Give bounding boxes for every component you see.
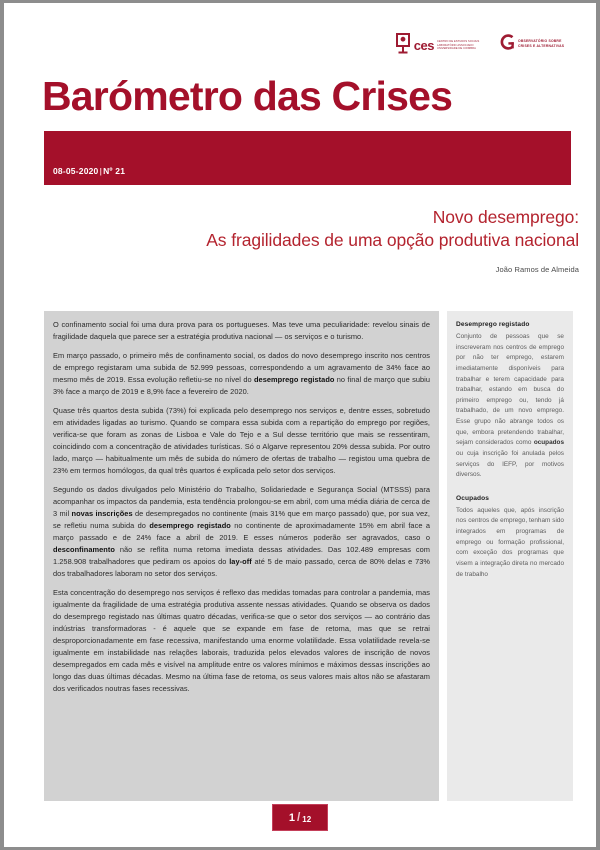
masthead-title: Barómetro das Crises [42,73,453,119]
glossary-definition: Conjunto de pessoas que se inscreveram nos centros de emprego por não ter emprego, estarem imediatamente disponíveis para trabalhar e terem capacidade para trabalhar, estando em busca do primeiro emprego ou, tendo já trabalhado, de um novo emprego. Esse grupo não abrange todos os que, embora pretendendo trabalhar, sejam considerados como ocupados ou cuja inscrição foi anulada pelos serviços do IEFP, por motivos diversos. [456,333,564,479]
current-page-number: 1 [288,812,295,824]
page-sheet [4,3,596,847]
issue-date: 08-05-2020 [53,166,99,176]
page-number-badge [272,804,328,831]
glossary-term: Ocupados [456,494,490,502]
ces-wordmark: ces [413,38,434,53]
date-banner [44,131,571,185]
ces-logo [396,33,485,58]
page-footer [4,804,596,831]
observatorio-logo-subtitle: OBSERVATÓRIO SOBRE CRISES E ALTERNATIVAS [518,38,565,48]
body-paragraph: Quase três quartos desta subida (73%) foi explicada pelo desemprego nos serviços e, dentre esses, sobretudo em atividades ligadas ao turismo. Quando se compara essa subida com a repartição do emprego por regiões, verifica-se que foram as zonas de Lisboa e Vale do Tejo e a Sul desse território que mais se ressentiram, coincidindo com a concentração de atividades turísticas. Só o Algarve representou 20% dessa subida. Por outro lado, março — habitualmente um mês de subida do número de ofertas de trabalho — registou uma quebra de 23% em termos homólogos, da qual três quartos é explicada pelo setor dos serviços. [53,405,430,475]
observatorio-mark-icon [499,33,515,55]
observatorio-logo [499,33,574,55]
glossary-sidebar [447,311,573,801]
article-title-block [42,206,579,274]
page-slash: / [296,810,301,824]
glossary-term: Desemprego registado [456,321,530,328]
body-paragraph: Segundo os dados divulgados pelo Ministério do Trabalho, Solidariedade e Segurança Social (MTSSS) para acompanhar os impactos da pandemia, esta tendência prolongou-se em abril, com uma média diária de cerca de 3 mil novas inscrições de desempregados no continente (mais 31% que em março passado) que, por sua vez, se refletiu numa subida do desemprego registado no continente de aproximadamente 15% em abril face a março passado e de 24% face a abril de 2019. E esses números poderão ser agravados, caso o desconfinamento não se reflita numa retoma imediata dessas atividades. Das 102.489 empresas com 1.258.908 trabalhadores que pediram os apoios do lay-off até 5 de maio passado, cerca de 80% delas e 73% dos trabalhadores laboram no setor dos serviços. [53,484,431,578]
body-paragraph: Esta concentração do desemprego nos serviços é reflexo das medidas tomadas para controlar a pandemia, mas igualmente da fragilidade de uma estratégia produtiva assente nessas atividades. Quando se observa os dados do desemprego registado nas últimas quatro décadas, verifica-se que o setor dos serviços — ao contrário das indústrias transformadoras - é aquele que se expande em fase de retoma, mas que se retrai desproporcionadamente em fase recessiva, manifestando uma enorme volatilidade. Essa volatilidade revela-se igualmente em instabilidade nas relações laborais, traduzida pelos elevados valores de inscrição de novos desempregados em cada mês e visível na amplitude entre os valores mínimos e máximos dessas inscrições ao longo das duas últimas décadas. Mesmo na última fase de retoma, os seus valores mais altos não se afastaram dos verificados noutras fases recessivas. [53,587,430,693]
date-banner-text [53,166,125,176]
body-paragraph: Em março passado, o primeiro mês de confinamento social, os dados do novo desemprego inscrito nos centros de emprego registaram uma subida de 52.999 pessoas, correspondendo a um agravamento de 34% face ao mesmo mês de 2019. Essa evolução refletiu-se no nível do desemprego registado no final de março que subiu 3% face a março de 2019 e 8,9% face a fevereiro de 2020. [53,350,430,396]
content-area [44,311,573,801]
logo-row [396,33,574,58]
date-separator: | [99,166,103,176]
glossary-definition: Todos aqueles que, após inscrição nos centros de emprego, tenham sido integrados em programas de emprego ou formação profissional, com exceção dos programas que visem a integração direta no mercado de trabalho [456,506,564,578]
article-title-line2: As fragilidades de uma opção produtiva nacional [206,230,579,251]
ces-mark-icon [396,33,411,58]
article-author: João Ramos de Almeida [495,264,579,274]
issue-number: Nº 21 [103,166,126,176]
article-title-line1: Novo desemprego: [432,207,579,227]
total-page-count: 12 [302,815,312,824]
article-body-column [44,311,439,801]
ces-logo-subtitle: CENTRO DE ESTUDOS SOCIAIS LABORATÓRIO ASSOCIADO UNIVERSIDADE DE COIMBRA [437,39,480,51]
body-paragraph: O confinamento social foi uma dura prova para os portugueses. Mas teve uma peculiaridade: revelou sinais de fragilidade daquela que parece ser a estratégia produtiva nacional — os serviços e o turismo. [53,320,430,341]
